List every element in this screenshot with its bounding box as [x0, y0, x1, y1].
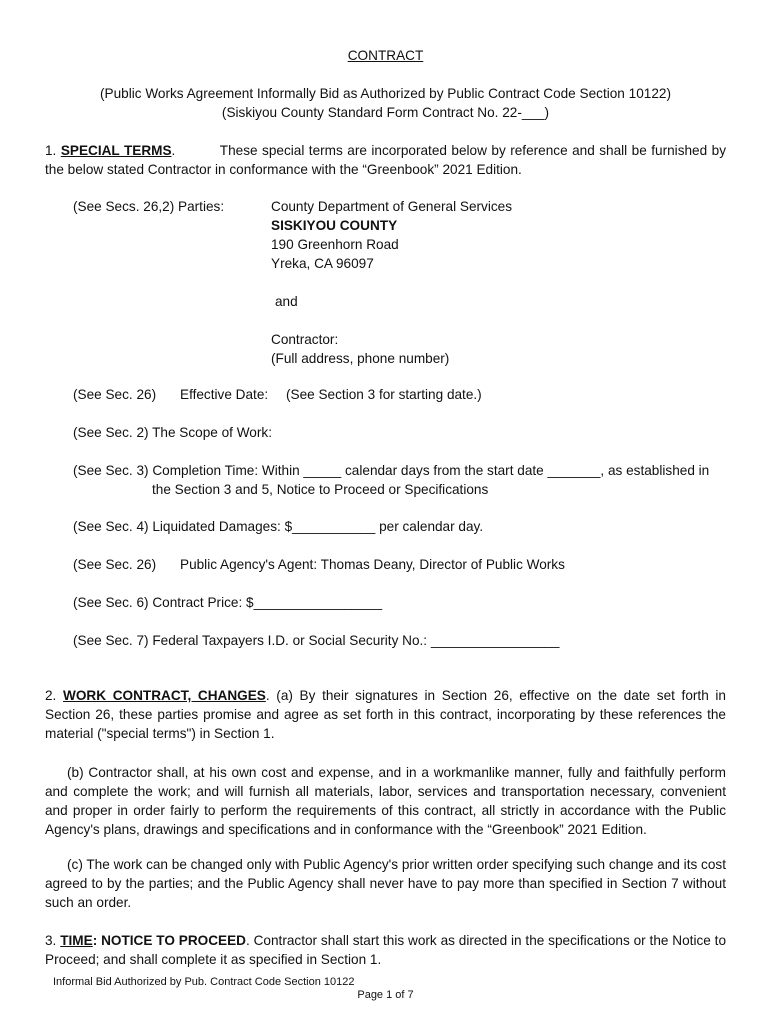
- section-2-number: 2.: [45, 688, 57, 703]
- section-3-heading: TIME: [60, 933, 93, 948]
- section-2-work-contract: [45, 686, 726, 743]
- subtitle-line-1: (Public Works Agreement Informally Bid as Authorized by Public Contract Code Section 10122): [100, 86, 671, 101]
- agent-text: Public Agency's Agent: Thomas Deany, Director of Public Works: [180, 557, 565, 572]
- parties-and: and: [275, 294, 298, 309]
- footer-note: Informal Bid Authorized by Pub. Contract Code Section 10122: [53, 976, 355, 988]
- party-department: County Department of General Services: [271, 199, 513, 214]
- effective-label: Effective Date:: [180, 387, 269, 402]
- page-number: Page 1 of 7: [357, 989, 414, 1001]
- term-completion-time-cont: the Section 3 and 5, Notice to Proceed or Specifications: [152, 482, 489, 497]
- subtitle-line-2: (Siskiyou County Standard Form Contract No. 22-___): [221, 105, 550, 120]
- section-3-time: [45, 931, 726, 969]
- term-completion-time: (See Sec. 3) Completion Time: Within _____ calendar days from the start date _______, as established in: [73, 463, 710, 478]
- parties-label: (See Secs. 26,2) Parties:: [73, 199, 225, 214]
- section-1-number: 1.: [45, 143, 57, 158]
- document-subtitle: [45, 84, 726, 122]
- party-contractor-note: (Full address, phone number): [271, 351, 450, 366]
- section-2-heading: WORK CONTRACT, CHANGES: [63, 688, 266, 703]
- section-3-heading-rest: : NOTICE TO PROCEED: [92, 933, 246, 948]
- section-1-heading: SPECIAL TERMS: [60, 143, 172, 158]
- party-address-1: 190 Greenhorn Road: [271, 237, 399, 252]
- party-address-2: Yreka, CA 96097: [271, 256, 374, 271]
- section-2-paragraph-c: (c) The work can be changed only with Public Agency's prior written order specifying such change and its cost agreed to by the parties; and the Public Agency shall never have to pay more than specified in Section 7 without such an order.: [45, 857, 726, 910]
- section-1-special-terms: [45, 141, 726, 179]
- section-3-text: . Contractor shall start this work as directed in the specifications or the Notice to Proceed; and shall complete it as specified in Section 1.: [45, 933, 727, 967]
- section-1-text: These special terms are incorporated below by reference and shall be furnished by the below stated Contractor in conformance with the “Greenbook” 2021 Edition.: [45, 143, 726, 177]
- term-agency-agent: [73, 555, 726, 574]
- party-county: SISKIYOU COUNTY: [271, 218, 398, 233]
- effective-value: (See Section 3 for starting date.): [286, 387, 482, 402]
- party-contractor-label: Contractor:: [271, 332, 339, 347]
- parties-block: [271, 197, 512, 368]
- document-page: [45, 0, 726, 1024]
- effective-ref: (See Sec. 26): [73, 387, 157, 402]
- term-taxpayer-id: (See Sec. 7) Federal Taxpayers I.D. or Social Security No.: _________________: [73, 633, 560, 648]
- agent-ref: (See Sec. 26): [73, 557, 157, 572]
- document-title: CONTRACT: [347, 48, 424, 63]
- term-liquidated-damages: (See Sec. 4) Liquidated Damages: $___________ per calendar day.: [73, 519, 484, 534]
- section-3-number: 3.: [45, 933, 57, 948]
- term-contract-price: (See Sec. 6) Contract Price: $_________________: [73, 595, 383, 610]
- term-scope-of-work: (See Sec. 2) The Scope of Work:: [73, 425, 272, 440]
- section-2-paragraph-b: (b) Contractor shall, at his own cost and expense, and in a workmanlike manner, fully and faithfully perform and complete the work; and will furnish all materials, labor, services and transportation necessary, convenient and proper in order fairly to perform the requirements of this contract, all strictly in accordance with the Public Agency's plans, drawings and specifications and in conformance with the “Greenbook” 2021 Edition.: [45, 765, 726, 837]
- term-effective-date: [73, 385, 726, 404]
- section-1-heading-suffix: .: [171, 143, 176, 158]
- section-2-a-text: . (a) By their signatures in Section 26, effective on the date set forth in Section 26, these parties promise and agree as set forth in this contract, incorporating by these references the material ("special terms") in Section 1.: [45, 688, 726, 741]
